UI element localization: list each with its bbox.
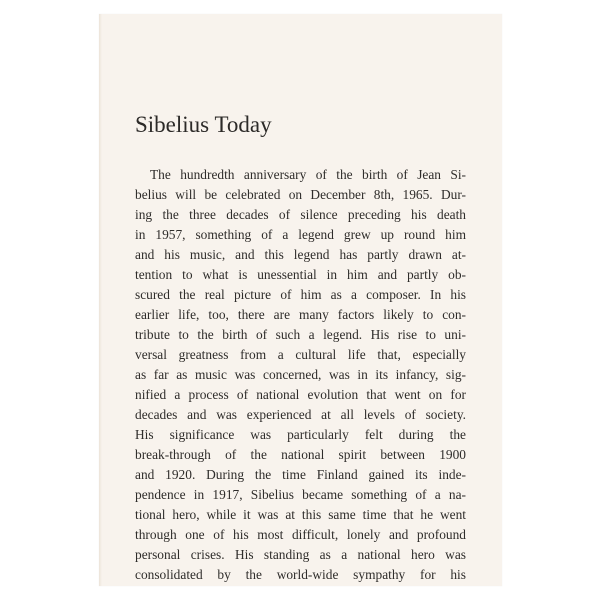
text-line: decades and was experienced at all levels of society.: [135, 407, 466, 422]
text-line: versal greatness from a cultural life that, especially: [135, 347, 466, 362]
text-line: His significance was particularly felt during the: [135, 427, 466, 442]
text-line: as far as music was concerned, was in its infancy, sig-: [135, 367, 466, 382]
body-paragraph: [135, 165, 466, 585]
text-line: The hundredth anniversary of the birth of Jean Si-: [150, 167, 466, 182]
text-line: pendence in 1917, Sibelius became something of a na-: [135, 487, 466, 502]
text-line: tional hero, while it was at this same time that he went: [135, 507, 466, 522]
text-line: nified a process of national evolution that went on for: [135, 387, 466, 402]
text-line: personal crises. His standing as a national hero was: [135, 547, 466, 562]
text-line: scured the real picture of him as a composer. In his: [135, 287, 466, 302]
page-edge-shadow: [99, 14, 102, 586]
text-line: tention to what is unessential in him and partly ob-: [135, 267, 466, 282]
text-line: and 1920. During the time Finland gained its inde-: [135, 467, 466, 482]
text-line: ing the three decades of silence preceding his death: [135, 207, 466, 222]
text-line: earlier life, too, there are many factors likely to con-: [135, 307, 466, 322]
text-line: belius will be celebrated on December 8th, 1965. Dur-: [135, 187, 466, 202]
chapter-title: Sibelius Today: [135, 112, 272, 137]
text-line: consolidated by the world-wide sympathy for his: [135, 567, 466, 582]
text-line: break-through of the national spirit between 1900: [135, 447, 466, 462]
text-line: and his music, and this legend has partly drawn at-: [135, 247, 466, 262]
text-line: through one of his most difficult, lonely and profound: [135, 527, 466, 542]
text-line: in 1957, something of a legend grew up round him: [135, 227, 466, 242]
text-line: tribute to the birth of such a legend. His rise to uni-: [135, 327, 466, 342]
